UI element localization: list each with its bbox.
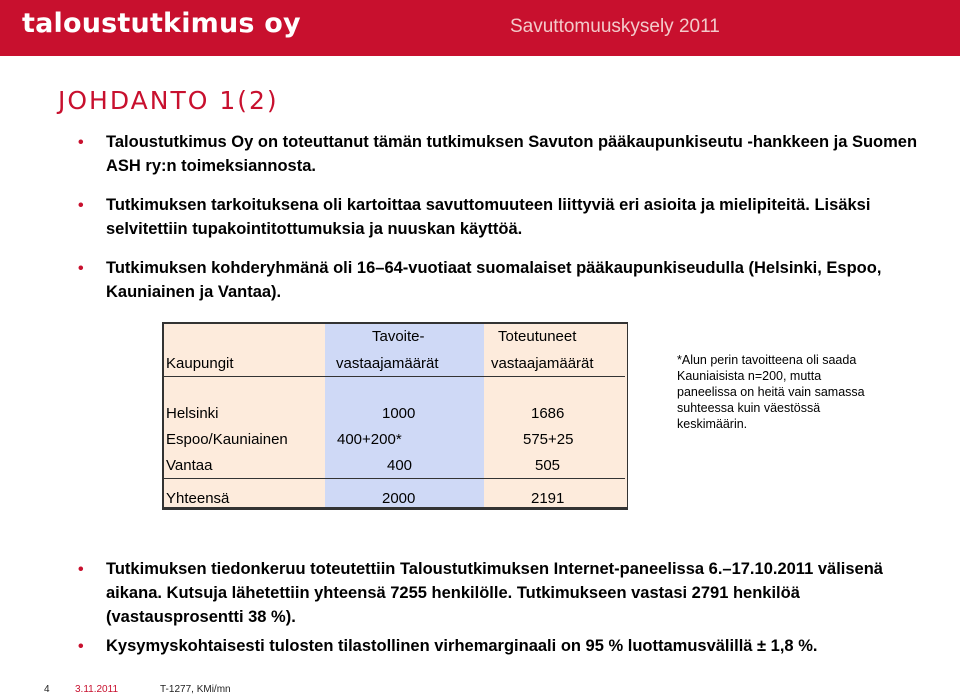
bullet-target-group: • Tutkimuksen kohderyhmänä oli 16–64-vuotiaat suomalaiset pääkaupunkiseudulla (Helsinki, Espoo, Kauniainen ja Vantaa). (78, 259, 882, 301)
table-header-done-2: vastaajamäärät (491, 355, 594, 372)
table-row-city: Helsinki (166, 405, 219, 422)
table-header-divider (164, 376, 625, 377)
table-header-city: Kaupungit (166, 355, 234, 372)
table-row-done: 575+25 (523, 431, 574, 448)
table-row-done: 505 (535, 457, 561, 474)
bullet-margin-of-error: • Kysymyskohtaisesti tulosten tilastollinen virhemarginaali on 95 % luottamusvälillä ± 1,8 %. (106, 634, 926, 658)
table-total-done: 2191 (531, 490, 565, 507)
table-header-target-1: Tavoite- (372, 328, 425, 345)
bullet-dot-icon: • (78, 638, 84, 655)
bullet-dot-icon: • (78, 260, 84, 277)
bullet-dot-icon: • (78, 197, 84, 214)
footer-date: 3.11.2011 (75, 684, 119, 695)
table-header-target-2: vastaajamäärät (336, 355, 439, 372)
bullet-dot-icon: • (78, 134, 84, 151)
header-bar (0, 0, 960, 56)
page-number: 4 (44, 684, 50, 695)
table-total-divider (164, 478, 625, 479)
table-row-done: 1686 (531, 405, 565, 422)
company-logo: taloustutkimus oy (22, 8, 301, 39)
page-title: JOHDANTO 1(2) (58, 86, 279, 115)
bullet-data-collection: • Tutkimuksen tiedonkeruu toteutettiin Taloustutkimuksen Internet-paneelissa 6.–17.10.2011 välisenä aikana. Kutsuja lähetettiin yhteensä 7255 henkilölle. Tutkimukseen vastasi 2791 henkilöä (vastausprosentti 38 %). (78, 560, 883, 626)
bullet-dot-icon: • (78, 561, 84, 578)
survey-name: Savuttomuuskysely 2011 (510, 16, 720, 37)
table-row-target: 400 (387, 457, 413, 474)
table-footnote: *Alun perin tavoitteena oli saada Kauniaisista n=200, mutta paneelissa on heitä vain samassa suhteessa kuin väestössä keskimäärin. (677, 353, 865, 431)
table-row-city: Espoo/Kauniainen (166, 431, 288, 448)
footer-code: T-1277, KMi/mn (160, 684, 231, 695)
bullet-commission: • Taloustutkimus Oy on toteuttanut tämän tutkimuksen Savuton pääkaupunkiseutu -hankkeen ja Suomen ASH ry:n toimeksiannosta. (78, 133, 918, 175)
table-row-city: Vantaa (166, 457, 213, 474)
table-row-target: 1000 (382, 405, 416, 422)
table-header-done-1: Toteutuneet (498, 328, 577, 345)
table-row-target: 400+200* (337, 431, 402, 448)
bullet-purpose: • Tutkimuksen tarkoituksena oli kartoittaa savuttomuuteen liittyviä eri asioita ja mielipiteitä. Lisäksi selvitettiin tupakointitottumuksia ja nuuskan käyttöä. (78, 196, 871, 238)
respondent-table (162, 322, 628, 510)
table-total-target: 2000 (382, 490, 416, 507)
table-total-label: Yhteensä (166, 490, 230, 507)
